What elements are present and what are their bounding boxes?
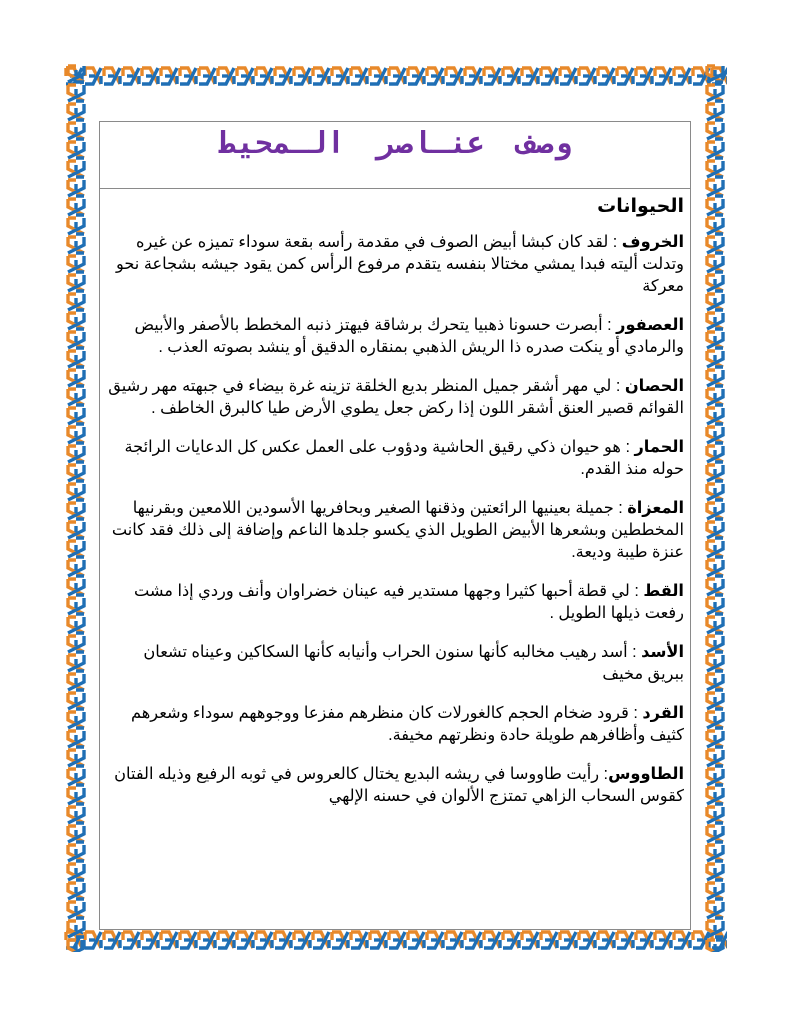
entry-text: أبصرت حسونا ذهبيا يتحرك برشاقة فيهتز ذنبه المخطط بالأصفر والأبيض والرمادي أو ينكت صدره ذا الريش الذهبي بمنقاره الدقيق أو ينشد بصوته العذب . bbox=[134, 316, 684, 356]
content-box bbox=[99, 121, 691, 930]
knot-pattern-icon bbox=[64, 64, 727, 88]
knot-pattern-icon bbox=[703, 64, 727, 952]
entry-term: الحصان bbox=[624, 377, 684, 395]
entry-term: الأسد bbox=[641, 643, 684, 661]
knot-pattern-icon bbox=[64, 64, 88, 952]
section-heading: الحيوانات bbox=[597, 196, 684, 217]
border-right-strip bbox=[703, 64, 727, 952]
knot-pattern-icon bbox=[64, 928, 727, 952]
entry-goat bbox=[108, 497, 684, 563]
entry-donkey bbox=[108, 436, 684, 480]
border-left-strip bbox=[64, 64, 88, 952]
page-title: وصف عنـاصر الـمحيط bbox=[218, 126, 572, 161]
border-top-strip bbox=[64, 64, 727, 88]
entry-monkey bbox=[108, 702, 684, 746]
entry-cat bbox=[108, 580, 684, 624]
title-area bbox=[100, 122, 690, 189]
entry-text: قرود ضخام الحجم كالغورلات كان منظرهم مفزعا ووجوههم سوداء وشعرهم كثيف وأظافرهم طويلة حادة ونظرتهم مخيفة. bbox=[130, 704, 684, 744]
entry-separator: : bbox=[599, 765, 609, 783]
entry-term: المعزاة bbox=[627, 499, 684, 517]
entry-lion bbox=[108, 641, 684, 685]
entry-text: رأيت طاووسا في ريشه البديع يختال كالعروس في ثوبه الرفيع وذيله الفتان كقوس السحاب الزاهي تمتزج الألوان في حسنه الإلهي bbox=[114, 765, 684, 805]
entry-term: القرد bbox=[642, 704, 684, 722]
entry-separator: : bbox=[613, 499, 628, 517]
entry-text: هو حيوان ذكي رقيق الحاشية ودؤوب على العمل عكس كل الدعايات الرائجة حوله منذ القدم. bbox=[124, 438, 684, 478]
entry-separator: : bbox=[611, 377, 625, 395]
entry-text: لي قطة أحبها كثيرا وجهها مستدير فيه عينان خضراوان وأنف وردي إذا مشت رفعت ذيلها الطويل . bbox=[133, 582, 684, 622]
entry-text: لقد كان كبشا أبيض الصوف في مقدمة رأسه بقعة سوداء تميزه عن غيره وتدلت أليته فبدا يمشي مختالا بنفسه يتقدم مرفوع الرأس كمن يقود جيشه بشجاعة نحو معركة bbox=[116, 233, 684, 295]
entry-separator: : bbox=[608, 233, 622, 251]
entry-peacock bbox=[108, 763, 684, 807]
entry-separator: : bbox=[628, 704, 643, 722]
document-body bbox=[100, 189, 690, 807]
entry-term: الطاووس bbox=[608, 765, 684, 783]
entry-text: لي مهر أشقر جميل المنظر بديع الخلقة تزينه غرة بيضاء في جبهته مهر رشيق القوائم قصير العنق أشقر اللون إذا ركض جعل يطوي الأرض طيا كالبرق الخاطف . bbox=[108, 377, 684, 417]
entry-separator: : bbox=[627, 643, 642, 661]
entry-text: جميلة بعينيها الرائعتين وذقنها الصغير وبحافريها الأسودين اللامعين وبقرنيها المخططين وبشعرها الأبيض الطويل الذي يكسو جلدها الناعم وإضافة إلى ذلك فقد كانت عنزة طيبة وديعة. bbox=[111, 499, 684, 561]
entry-separator: : bbox=[620, 438, 635, 456]
entry-separator: : bbox=[602, 316, 617, 334]
entry-term: الخروف bbox=[621, 233, 684, 251]
entry-sheep bbox=[108, 231, 684, 297]
entry-horse bbox=[108, 375, 684, 419]
entry-term: القط bbox=[643, 582, 684, 600]
entry-term: الحمار bbox=[634, 438, 684, 456]
entry-sparrow bbox=[108, 314, 684, 358]
entry-term: العصفور bbox=[616, 316, 684, 334]
border-bottom-strip bbox=[64, 928, 727, 952]
entry-text: أسد رهيب مخالبه كأنها سنون الحراب وأنيابه كأنها السكاكين وعيناه تشعان ببريق مخيف bbox=[143, 643, 684, 683]
entry-separator: : bbox=[629, 582, 644, 600]
